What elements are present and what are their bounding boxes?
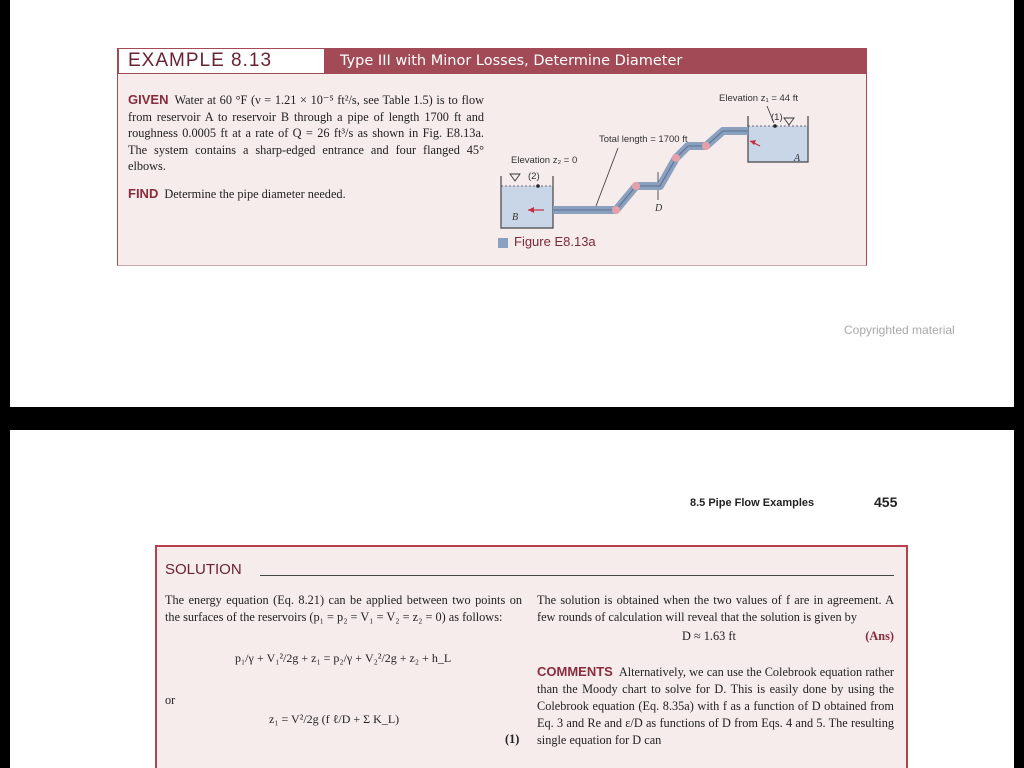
- equation-number: (1): [505, 732, 520, 746]
- reservoir-a-label: A: [794, 153, 801, 164]
- solution-left-paragraph: The energy equation (Eq. 8.21) can be applied between two points on the surfaces of the reservoirs (p₁ = p₂ = V₁ = V₂ = z₂ = 0) as follows:: [165, 593, 522, 624]
- figure-caption: [498, 234, 596, 249]
- elevation-2-label: Elevation z₂ = 0: [511, 155, 578, 166]
- answer-value: D ≈ 1.63 ft: [682, 629, 736, 643]
- solution-right-paragraph: The solution is obtained when the two values of f are in agreement. A few rounds of calculation will reveal that the solution is given by: [537, 593, 894, 624]
- energy-equation: p₁/γ + V₁²/2g + z₁ = p₂/γ + V₂²/2g + z₂ + h_L: [235, 651, 452, 665]
- textbook-page-bottom: [10, 430, 1014, 768]
- diameter-label: D: [655, 203, 663, 214]
- figure-caption-text: Figure E8.13a: [514, 234, 596, 249]
- find-paragraph: [128, 186, 484, 202]
- figure-e8-13a: [498, 86, 866, 264]
- textbook-page-top: [10, 0, 1014, 407]
- comments-label: COMMENTS: [537, 664, 613, 679]
- running-head: 8.5 Pipe Flow Examples: [690, 497, 815, 509]
- answer-line: [537, 629, 894, 646]
- elbow-1: [612, 206, 620, 214]
- elbow-3: [672, 154, 680, 162]
- or-text: or: [165, 693, 176, 707]
- elevation-1-label: Elevation z₁ = 44 ft: [719, 93, 798, 104]
- answer-tag: (Ans): [865, 629, 894, 643]
- solution-title: SOLUTION: [165, 561, 242, 578]
- given-paragraph: [128, 92, 484, 175]
- reservoir-b: [501, 186, 553, 228]
- example-number: EXAMPLE 8.13: [119, 49, 324, 73]
- caption-square-icon: [498, 238, 508, 248]
- solution-rule: [260, 575, 894, 576]
- elbow-4: [702, 142, 710, 150]
- find-label: FIND: [128, 186, 159, 201]
- point-2-label: (2): [528, 171, 540, 182]
- point-1-label: (1): [771, 112, 783, 123]
- comments-text: Alternatively, we can use the Colebrook equation rather than the Moody chart to solve for D. This is easily done by using the Colebrook equation (Eq. 8.35a) with f as a function of D obtained from Eq. 3 and Re and ε/D as functions of D from Eqs. 4 and 5. The resulting single equation for D can: [537, 665, 894, 747]
- reservoir-b-label: B: [512, 212, 519, 223]
- elbow-2: [632, 182, 640, 190]
- page-number: 455: [874, 494, 898, 510]
- total-length-label: Total length = 1700 ft: [599, 134, 688, 145]
- find-text: Determine the pipe diameter needed.: [164, 187, 346, 201]
- copyright-notice: Copyrighted material: [844, 323, 955, 337]
- example-box: [117, 48, 867, 266]
- example-title: Type III with Minor Losses, Determine Diameter: [340, 53, 683, 69]
- given-text: Water at 60 °F (ν = 1.21 × 10⁻⁵ ft²/s, see Table 1.5) is to flow from reservoir A to reservoir B through a pipe of length 1700 ft and roughness 0.0005 ft at a rate of Q = 26 ft³/s as shown in Fig. E8.13a. The system contains a sharp-edged entrance and four flanged 45° elbows.: [128, 93, 484, 173]
- solution-box: [155, 545, 908, 768]
- given-label: GIVEN: [128, 92, 169, 107]
- comments-paragraph: [537, 663, 894, 749]
- example-header: [118, 48, 866, 74]
- equation-one: z₁ = V²/2g (f ℓ/D + Σ K_L): [269, 712, 400, 726]
